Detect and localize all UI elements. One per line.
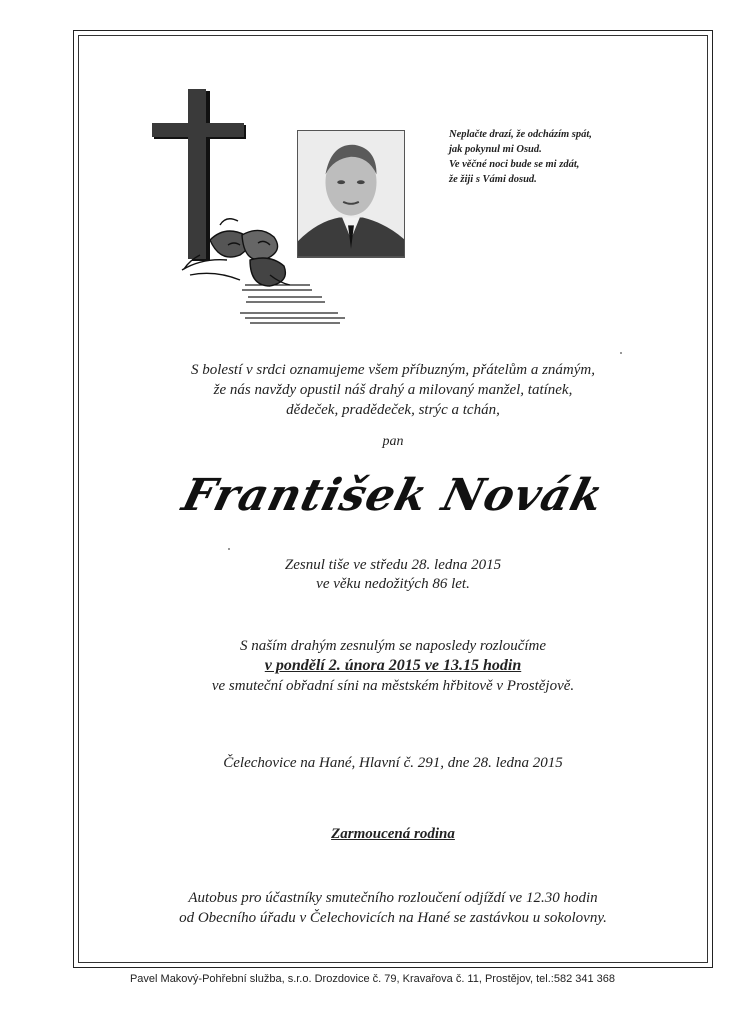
poem-line: Neplačte drazí, že odcházím spát, (449, 129, 592, 140)
place-date: Čelechovice na Hané, Hlavní č. 291, dne 28. ledna 2015 (223, 755, 563, 771)
ceremony-datetime: v pondělí 2. února 2015 ve 13.15 hodin (264, 657, 522, 674)
death-line: Zesnul tiše ve středu 28. ledna 2015 (284, 557, 502, 573)
ceremony-intro: S naším drahým zesnulým se naposledy rozloučíme (239, 638, 547, 654)
death-line: ve věku nedožitých 86 let. (316, 576, 470, 592)
ceremony-location: ve smuteční obřadní síni na městském hřbitově v Prostějově. (211, 678, 575, 694)
portrait-photo (297, 130, 405, 258)
funeral-service-footer: Pavel Makový-Pohřební služba, s.r.o. Drozdovice č. 79, Kravařova č. 11, Prostějov, tel.:582 341 368 (129, 973, 616, 985)
speck (228, 548, 230, 550)
ceremony-info (78, 636, 708, 696)
bus-info (78, 888, 708, 928)
announcement-text (78, 360, 708, 420)
bus-line: Autobus pro účastníky smutečního rozloučení odjíždí ve 12.30 hodin (188, 890, 598, 906)
poem-line: jak pokynul mi Osud. (449, 144, 542, 155)
poem-line: že žiji s Vámi dosud. (449, 174, 537, 185)
poem (449, 127, 679, 187)
title-pan: pan (382, 434, 404, 449)
announcement-line: dědeček, pradědeček, strýc a tchán, (286, 402, 500, 418)
announcement-line: S bolestí v srdci oznamujeme všem příbuzným, přátelům a známým, (191, 362, 595, 378)
signature: Zarmoucená rodina (331, 826, 455, 842)
speck (620, 352, 622, 354)
poem-line: Ve věčné noci bude se mi zdát, (449, 159, 580, 170)
deceased-name: František Novák (177, 470, 609, 521)
announcement-line: že nás navždy opustil náš drahý a milovaný manžel, tatínek, (213, 382, 573, 398)
bus-line: od Obecního úřadu v Čelechovicích na Hané se zastávkou u sokolovny. (179, 910, 607, 926)
death-info (78, 556, 708, 594)
